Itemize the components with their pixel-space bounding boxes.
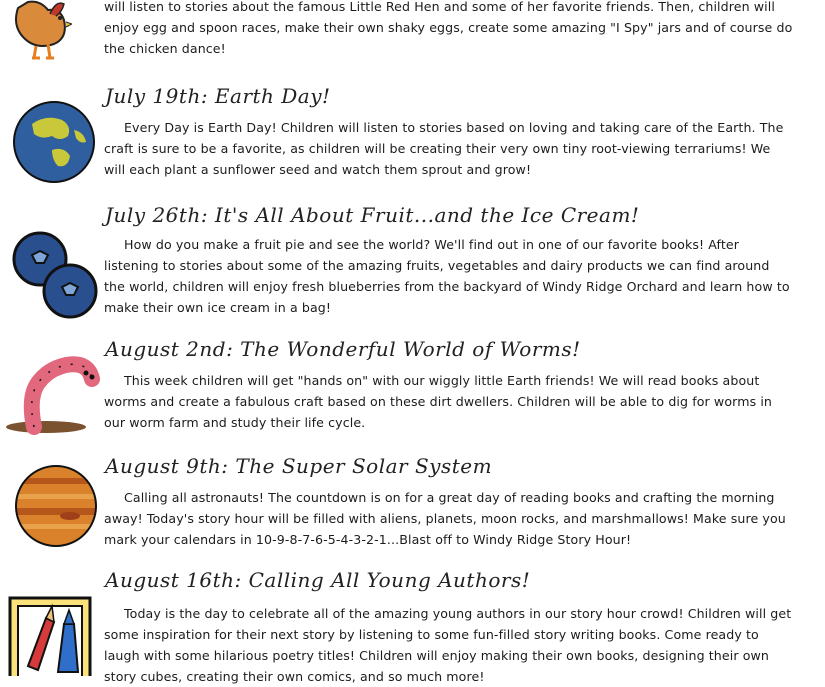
event-title: July 26th: It's All About Fruit...and the Ice Cream! (105, 203, 640, 227)
planet-icon (14, 464, 98, 548)
event-description: This week children will get "hands on" with our wiggly little Earth friends! We will read books about worms and create a fabulous craft based on these dirt dwellers. Children will be able to dig for worms in our worm farm and study their life cycle. (104, 373, 773, 430)
event-entry-fruit (0, 197, 825, 337)
event-entry-hen (0, 0, 825, 72)
crayons-icon (8, 596, 92, 676)
event-entry-earth-day (0, 80, 825, 190)
event-description: Calling all astronauts! The countdown is on for a great day of reading books and crafting the morning away! Today's story hour will be filled with aliens, planets, moon rocks, and marshmallows! Make sure you mark your calendars in 10-9-8-7-6-5-4-3-2-1...Blast off to Windy Ridge Story Hour! (104, 490, 786, 547)
event-entry-solar-system (0, 450, 825, 560)
event-title: August 9th: The Super Solar System (105, 454, 493, 478)
worm-icon (4, 343, 100, 435)
event-entry-worms (0, 335, 825, 445)
event-entry-young-authors (0, 566, 825, 684)
earth-icon (12, 100, 96, 184)
blueberries-icon (10, 229, 100, 319)
event-title: August 2nd: The Wonderful World of Worms! (105, 337, 581, 361)
event-description: will listen to stories about the famous Little Red Hen and some of her favorite friends. Then, children will enjoy egg and spoon races, make their own shaky eggs, create some amazing "I Spy" jars and of course do the chicken dance! (104, 0, 793, 56)
event-description: How do you make a fruit pie and see the world? We'll find out in one of our favorite books! After listening to stories about some of the amazing fruits, vegetables and dairy products we can find around the world, children will enjoy fresh blueberries from the backyard of Windy Ridge Orchard and learn how to make their own ice cream in a bag! (104, 237, 790, 315)
event-description: Every Day is Earth Day! Children will listen to stories based on loving and taking care of the Earth. The craft is sure to be a favorite, as children will be creating their very own tiny root-viewing terrariums! We will each plant a sunflower seed and watch them sprout and grow! (104, 120, 784, 177)
event-title: July 19th: Earth Day! (105, 84, 331, 108)
event-description: Today is the day to celebrate all of the amazing young authors in our story hour crowd! Children will get some inspiration for their next story by listening to some fun-filled story writing books. Come ready to laugh with some hilarious poetry titles! Children will enjoy making their own books, designing their own story cubes, creating their own comics, and so much more! (104, 606, 792, 684)
event-title: August 16th: Calling All Young Authors! (105, 568, 531, 592)
hen-icon (10, 0, 72, 64)
